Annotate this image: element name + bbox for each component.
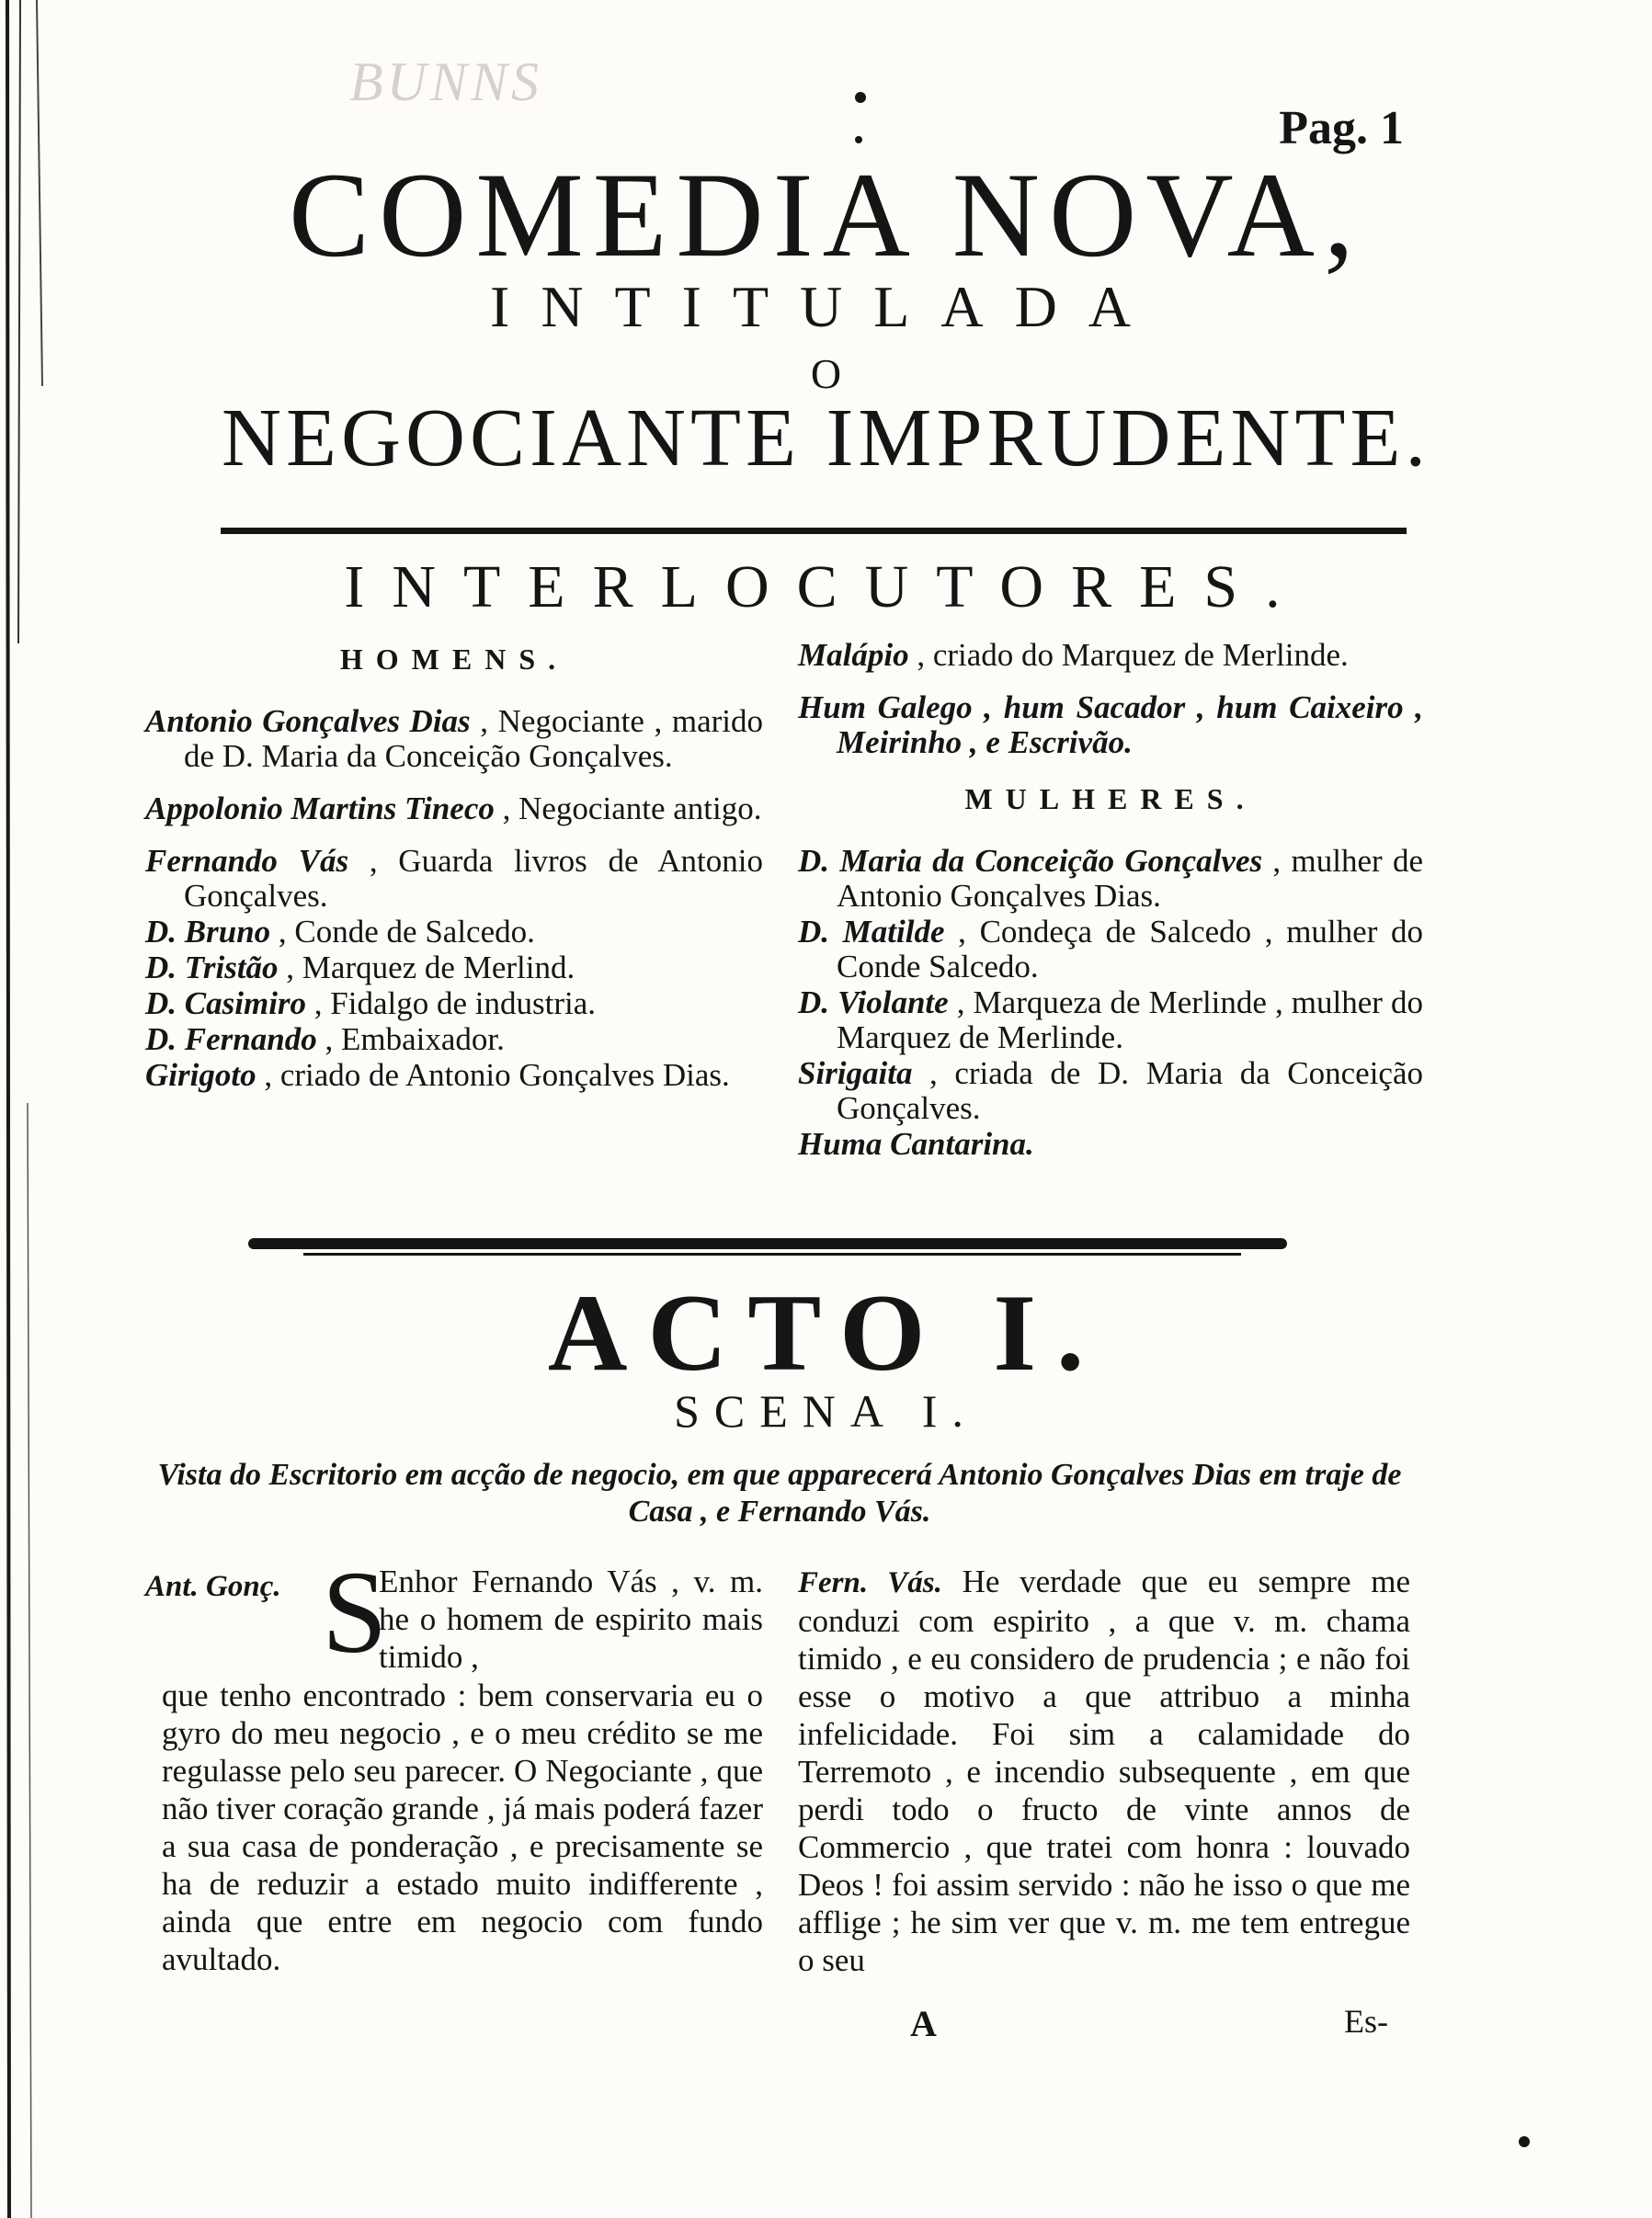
catchword: Es- [1344, 2003, 1388, 2040]
cast-list-left [145, 638, 763, 1094]
cast-entry: D. Tristão , Marquez de Merlind. [145, 950, 575, 985]
cast-entry: Girigoto , criado de Antonio Gonçalves Dias. [145, 1057, 730, 1093]
ornamental-rule-thin [303, 1253, 1241, 1256]
cast-entry: Fernando Vás , Guarda livros de Antonio Gonçalves. [145, 843, 763, 914]
cast-entry: Huma Cantarina. [798, 1126, 1034, 1162]
cast-list-right [798, 638, 1423, 1163]
drop-cap: S [322, 1547, 388, 1678]
printer-mark [855, 136, 862, 143]
faded-stamp: BUNNS [349, 51, 543, 112]
printer-mark [1519, 2136, 1530, 2147]
cast-entry: D. Bruno , Conde de Salcedo. [145, 914, 535, 950]
speaker-label: Ant. Gonç. [145, 1570, 281, 1603]
speaker-label: Fern. Vás. [798, 1566, 942, 1599]
cast-entry: Hum Galego , hum Sacador , hum Caixeiro , Meirinho , e Escrivão. [798, 689, 1423, 760]
title-line-1: COMEDIA NOVA, [289, 147, 1363, 282]
act-heading: ACTO I. [547, 1271, 1105, 1393]
cast-entry: D. Casimiro , Fidalgo de industria. [145, 985, 597, 1021]
ornamental-rule [248, 1238, 1287, 1249]
scene-heading: SCENA I. [674, 1385, 978, 1437]
cast-entry: D. Fernando , Embaixador. [145, 1021, 505, 1057]
title-line-3: O [810, 350, 842, 397]
cast-entry: D. Violante , Marqueza de Merlinde , mulher do Marquez de Merlinde. [798, 984, 1423, 1055]
homens-heading: HOMENS. [339, 643, 569, 676]
cast-entry: Sirigaita , criada de D. Maria da Conceição Gonçalves. [798, 1055, 1423, 1126]
cast-entry: Malápio , criado do Marquez de Merlinde. [798, 637, 1349, 673]
interlocutores-heading: INTERLOCUTORES. [344, 553, 1308, 620]
mulheres-heading: MULHERES. [964, 782, 1257, 815]
title-line-2: INTITULADA [490, 274, 1162, 339]
printer-mark [855, 92, 866, 103]
cast-entry: D. Matilde , Condeça de Salcedo , mulher do Conde Salcedo. [798, 914, 1423, 984]
cast-entry: D. Maria da Conceição Gonçalves , mulher de Antonio Gonçalves Dias. [798, 843, 1423, 914]
dialogue-text: que tenho encontrado : bem conservaria eu o gyro do meu negocio , e o meu crédito se me regulasse pelo seu parecer. O Negociante , que não tiver coração grande , já mais poderá fazer a sua casa de ponderação , e precisamente se ha de reduzir a estado muito indifferente , ainda que entre em negocio com fundo avultado. [162, 1678, 763, 1977]
dialogue-text: He verdade que eu sempre me conduzi com espirito , a que v. m. chama timido , e eu considero de prudencia ; e não foi esse o motivo a que attribuo a minha infelicidade. Foi sim a calamidade do Terremoto , e incendio subsequente , em que perdi todo o fructo de vinte annos de Commercio , que tratei com honra : louvado Deos ! foi assim servido : não he isso o que me afflige ; he sim ver que v. m. me tem entregue o seu [798, 1564, 1410, 1978]
divider-rule [221, 528, 1407, 534]
signature-mark: A [910, 2003, 937, 2044]
dialogue-right [798, 1563, 1410, 1979]
title-line-4: NEGOCIANTE IMPRUDENTE. [222, 392, 1430, 483]
page-number: Pag. 1 [1279, 102, 1404, 154]
stage-direction: Vista do Escritorio em acção de negocio, em que apparecerá Antonio Gonçalves Dias em traje de Casa , e Fernando Vás. [157, 1458, 1402, 1529]
cast-entry: Antonio Gonçalves Dias , Negociante , marido de D. Maria da Conceição Gonçalves. [145, 703, 763, 774]
cast-entry: Appolonio Martins Tineco , Negociante antigo. [145, 791, 762, 826]
dialogue-text-head: Enhor Fernando Vás , v. m. he o homem de espirito mais timido , [379, 1564, 763, 1675]
